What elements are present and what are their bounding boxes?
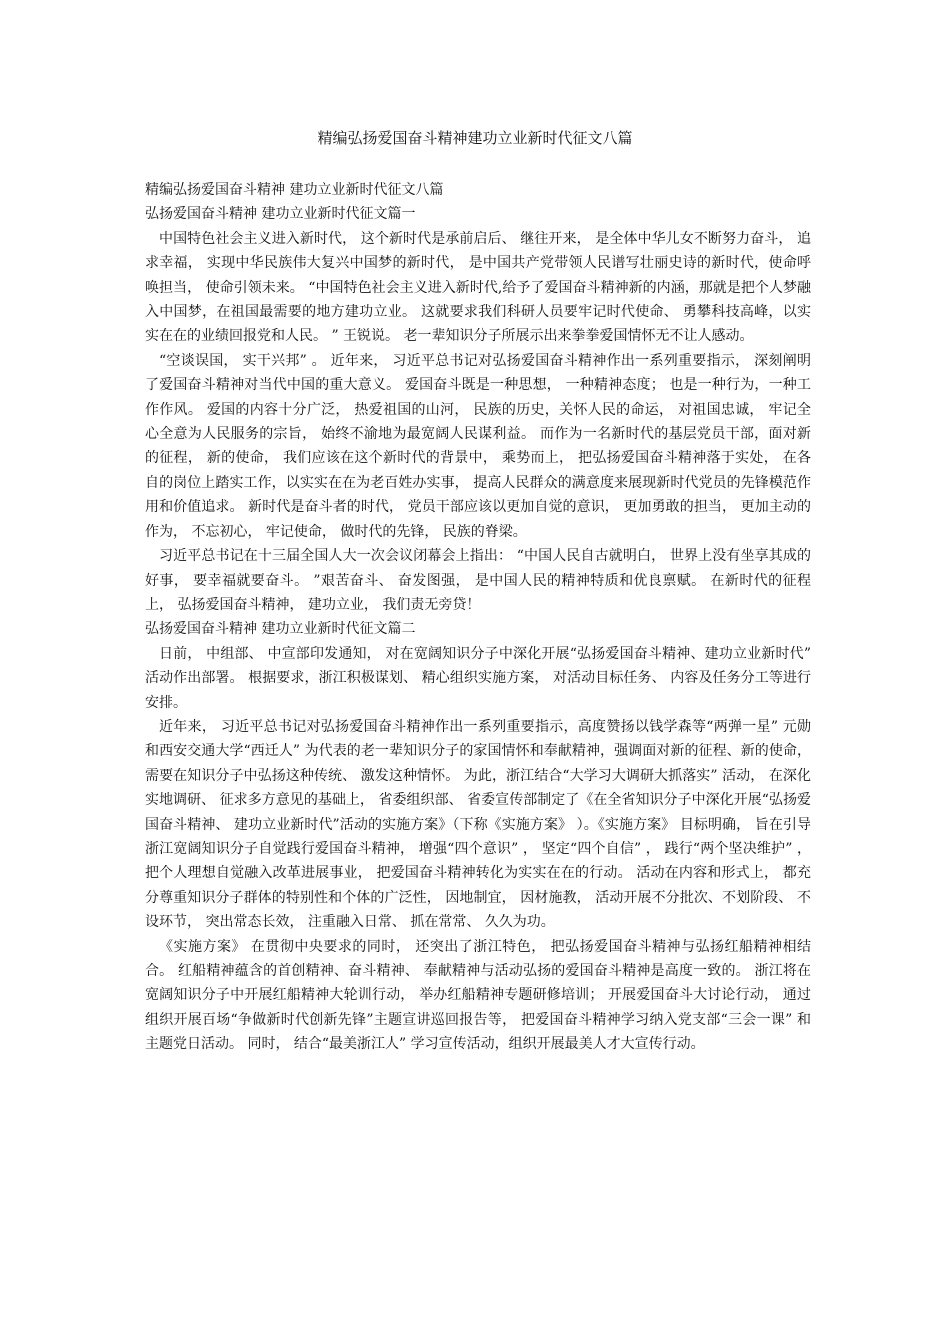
paragraph: 《实施方案》 在贯彻中央要求的同时， 还突出了浙江特色， 把弘扬爱国奋斗精神与弘扬红船精神相结合。 红船精神蕴含的首创精神、奋斗精神、 奉献精神与活动弘扬的爱国奋斗精神是高度一致的。 浙江将在宽阔知识分子中开展红船精神大轮训行动， 举办红船精神专题研修培训； 开展爱国奋斗大讨论行动， 通过组织开展百场“争做新时代创新先锋”主题宣讲巡回报告等， 把爱国奋斗精神学习纳入党支部“三会一课” 和主题党日活动。 同时， 结合“最美浙江人” 学习宣传活动，组织开展最美人才大宣传行动。 [145,938,811,1053]
document-title: 精编弘扬爱国奋斗精神建功立业新时代征文八篇 [317,129,633,147]
paragraph: 习近平总书记在十三届全国人大一次会议闭幕会上指出： “中国人民自古就明白， 世界上没有坐享其成的好事， 要幸福就要奋斗。 ”艰苦奋斗、 奋发图强， 是中国人民的精神特质和优良禀赋。 在新时代的征程上， 弘扬爱国奋斗精神， 建功立业， 我们责无旁贷！ [145,548,811,613]
paragraph: “空谈误国， 实干兴邦” 。 近年来， 习近平总书记对弘扬爱国奋斗精神作出一系列重要指示， 深刻阐明了爱国奋斗精神对当代中国的重大意义。 爱国奋斗既是一种思想， 一种精神态度； 也是一种行为，一种工作作风。 爱国的内容十分广泛， 热爱祖国的山河， 民族的历史，关怀人民的命运， 对祖国忠诚， 牢记全心全意为人民服务的宗旨， 始终不渝地为最宽阔人民谋利益。 而作为一名新时代的基层党员干部，面对新的征程， 新的使命， 我们应该在这个新时代的背景中， 乘势而上， 把弘扬爱国奋斗精神落于实处， 在各自的岗位上踏实工作，以实实在在为老百姓办实事， 提高人民群众的满意度来展现新时代党员的先锋模范作用和价值追求。 新时代是奋斗者的时代， 党员干部应该以更加自觉的意识， 更加勇敢的担当， 更加主动的作为， 不忘初心， 牢记使命， 做时代的先锋， 民族的脊梁。 [145,352,811,540]
document-heading: 精编弘扬爱国奋斗精神 建功立业新时代征文八篇 [145,182,444,198]
paragraph: 近年来， 习近平总书记对弘扬爱国奋斗精神作出一系列重要指示，高度赞扬以钱学森等“两弹一星” 元勋和西安交通大学“西迁人” 为代表的老一辈知识分子的家国情怀和奉献精神，强调面对新的征程、新的使命， 需要在知识分子中弘扬这种传统、 激发这种情怀。 为此，浙江结合“大学习大调研大抓落实” 活动， 在深化实地调研、 征求多方意见的基础上， 省委组织部、 省委宣传部制定了《在全省知识分子中深化开展“弘扬爱国奋斗精神、 建功立业新时代”活动的实施方案》（下称《实施方案》 ）。《实施方案》 目标明确， 旨在引导浙江宽阔知识分子自觉践行爱国奋斗精神， 增强“四个意识” ， 坚定“四个自信” ， 践行“两个坚决维护” ， 把个人理想自觉融入改革进展事业， 把爱国奋斗精神转化为实实在在的行动。 活动在内容和形式上， 都充分尊重知识分子群体的特别性和个体的广泛性， 因地制宜， 因材施教， 活动开展不分批次、不划阶段、 不设环节， 突出常态长效， 注重融入日常、 抓在常常、 久久为功。 [145,718,811,931]
paragraph: 日前， 中组部、 中宣部印发通知， 对在宽阔知识分子中深化开展“弘扬爱国奋斗精神、建功立业新时代” 活动作出部署。 根据要求，浙江积极谋划、 精心组织实施方案， 对活动目标任务、 内容及任务分工等进行安排。 [145,645,811,711]
section-heading-2: 弘扬爱国奋斗精神 建功立业新时代征文篇二 [145,621,416,638]
section-heading-1: 弘扬爱国奋斗精神 建功立业新时代征文篇一 [145,206,416,223]
paragraph: 中国特色社会主义进入新时代， 这个新时代是承前启后、 继往开来， 是全体中华儿女不断努力奋斗， 追求幸福， 实现中华民族伟大复兴中国梦的新时代， 是中国共产党带领人民谱写壮丽史诗的新时代，使命呼唤担当， 使命引领未来。 “中国特色社会主义进入新时代,给予了爱国奋斗精神新的内涵，那就是把个人梦融入中国梦，在祖国最需要的地方建功立业。 这就要求我们科研人员要牢记时代使命、 勇攀科技高峰，以实实在在的业绩回报党和人民。 ” 王锐说。 老一辈知识分子所展示出来拳拳爱国情怀无不让人感动。 [145,230,811,345]
document-body [145,178,811,1057]
